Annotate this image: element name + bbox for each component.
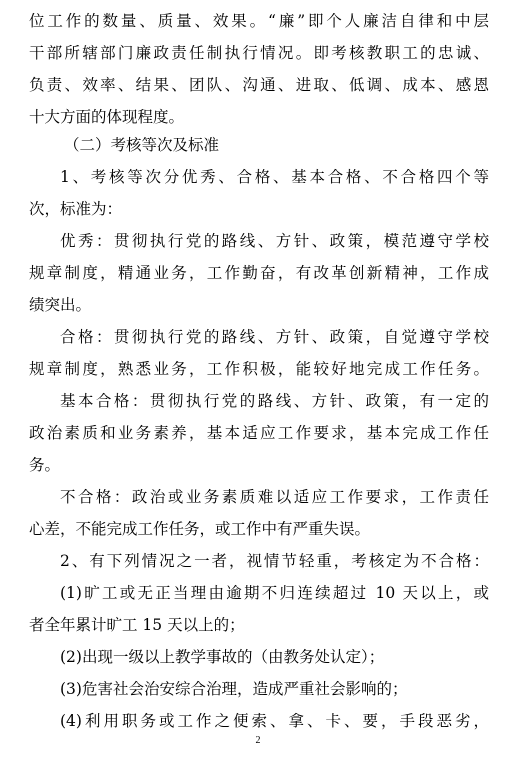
paragraph-line: (2)出现一级以上教学事故的（由教务处认定）； bbox=[60, 648, 385, 666]
paragraph-line: (4)利用职务或工作之便索、拿、卡、要，手段恶劣， bbox=[60, 712, 489, 730]
paragraph-line: 2、有下列情况之一者，视情节轻重，考核定为不合格： bbox=[60, 552, 489, 570]
paragraph-line: (1)旷工或无正当理由逾期不归连续超过 10 天以上，或 bbox=[60, 584, 489, 602]
paragraph-line: 政治素质和业务素养，基本适应工作要求，基本完成工作任 bbox=[29, 424, 489, 442]
paragraph-line: 干部所辖部门廉政责任制执行情况。即考核教职工的忠诚、 bbox=[29, 44, 489, 62]
paragraph-line: 合格：贯彻执行党的路线、方针、政策，自觉遵守学校 bbox=[60, 328, 489, 346]
paragraph-line: 位工作的数量、质量、效果。“廉”即个人廉洁自律和中层 bbox=[29, 12, 489, 30]
paragraph-line: 心差，不能完成工作任务，或工作中有严重失误。 bbox=[29, 520, 371, 538]
paragraph-line: 1、考核等次分优秀、合格、基本合格、不合格四个等 bbox=[60, 168, 489, 186]
paragraph-line: 基本合格：贯彻执行党的路线、方针、政策，有一定的 bbox=[60, 392, 489, 410]
paragraph-line: 优秀：贯彻执行党的路线、方针、政策，模范遵守学校 bbox=[60, 232, 489, 250]
section-heading: （二）考核等次及标准 bbox=[64, 136, 220, 154]
paragraph-line: 次，标准为： bbox=[29, 200, 123, 218]
paragraph-line: 者全年累计旷工 15 天以上的； bbox=[29, 616, 245, 634]
paragraph-line: 规章制度，精通业务，工作勤奋，有改革创新精神，工作成 bbox=[29, 264, 489, 282]
paragraph-line: 务。 bbox=[29, 456, 61, 474]
paragraph-line: 十大方面的体现程度。 bbox=[29, 108, 185, 126]
paragraph-line: (3)危害社会治安综合治理，造成严重社会影响的； bbox=[60, 680, 408, 698]
paragraph-line: 负责、效率、结果、团队、沟通、进取、低调、成本、感恩 bbox=[29, 76, 489, 94]
paragraph-line: 绩突出。 bbox=[29, 296, 92, 314]
paragraph-line: 规章制度，熟悉业务，工作积极，能较好地完成工作任务。 bbox=[29, 360, 489, 378]
page-number: 2 bbox=[255, 735, 261, 746]
paragraph-line: 不合格：政治或业务素质难以适应工作要求，工作责任 bbox=[60, 488, 489, 506]
